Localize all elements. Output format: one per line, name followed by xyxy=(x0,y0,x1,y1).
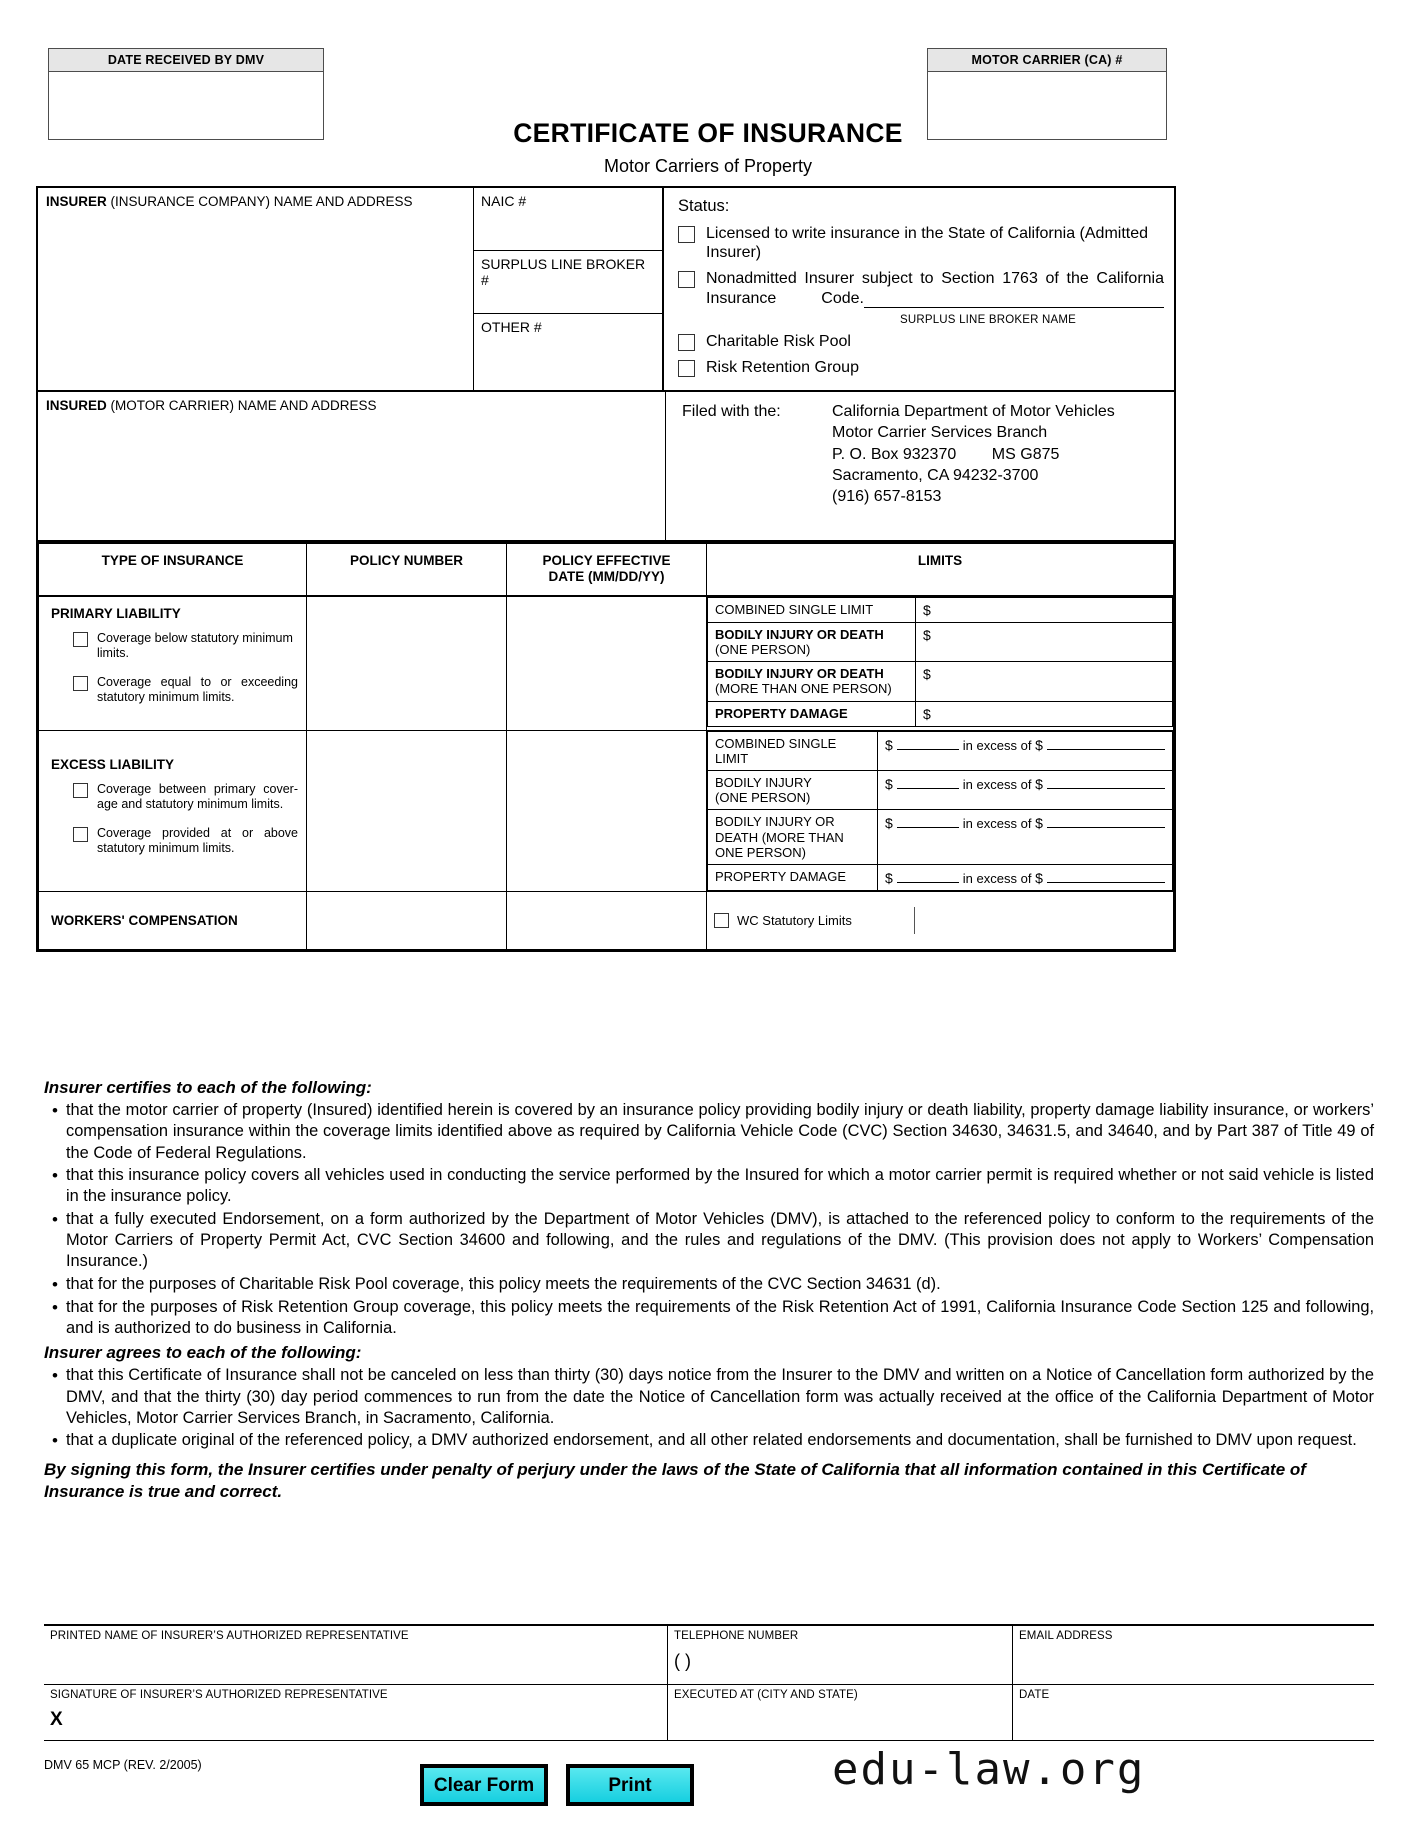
workers-compensation-title: WORKERS' COMPENSATION xyxy=(39,892,307,950)
dollar-sign: $ xyxy=(1035,815,1043,832)
checkbox-icon[interactable] xyxy=(678,334,695,351)
policy-effective-line2: DATE (MM/DD/YY) xyxy=(548,569,665,585)
workers-comp-limits-cell xyxy=(707,892,1174,950)
checkbox-icon[interactable] xyxy=(714,913,729,928)
status-option-charitable-risk-pool[interactable] xyxy=(678,332,1164,351)
filed-with-line: Motor Carrier Services Branch xyxy=(832,424,1048,442)
amount-input[interactable] xyxy=(897,736,959,750)
email-address-field[interactable] xyxy=(1013,1626,1374,1684)
certifies-bullet-text: that this insurance policy covers all vehicles used in conducting the service performed by the Insured for which a motor carrier permit is required whether or not said vehicle is listed in the insurance policy. xyxy=(66,1165,1374,1206)
table-row-excess-liability xyxy=(39,730,1174,892)
limit-label-bold: PROPERTY DAMAGE xyxy=(715,705,848,721)
signature-block xyxy=(44,1624,1374,1741)
policy-effective-line1: POLICY EFFECTIVE xyxy=(542,553,671,569)
limit-value-field[interactable] xyxy=(916,622,1173,661)
telephone-label: TELEPHONE NUMBER xyxy=(674,1630,799,1642)
excess-limit-row-property-damage xyxy=(708,864,1173,890)
excess-liability-title: EXCESS LIABILITY xyxy=(51,756,175,772)
workers-comp-effective-date-field[interactable] xyxy=(507,892,707,950)
surplus-line-broker-name-input[interactable] xyxy=(864,291,1164,308)
insured-name-address-cell[interactable] xyxy=(38,392,666,540)
workers-comp-policy-number-field[interactable] xyxy=(307,892,507,950)
limit-label xyxy=(708,770,878,809)
limit-label-sub: (ONE PERSON) xyxy=(715,642,811,658)
print-button[interactable]: Print xyxy=(566,1764,694,1806)
primary-coverage-equal-exceed-label: Coverage equal to or exceeding statutory minimum limits. xyxy=(97,675,298,705)
column-header-policy-effective-date xyxy=(507,543,707,595)
bullet-icon: • xyxy=(52,1274,58,1294)
surplus-line-broker-number-field[interactable] xyxy=(474,251,662,314)
bullet-icon: • xyxy=(52,1101,58,1120)
insurer-agrees-heading: Insurer agrees to each of the following: xyxy=(44,1343,362,1363)
limit-row-bodily-injury-more-than-one xyxy=(708,662,1173,701)
status-option-licensed[interactable] xyxy=(678,224,1164,262)
certifies-bullet xyxy=(44,1274,1374,1296)
status-option-risk-retention-group[interactable] xyxy=(678,358,1164,377)
excess-limit-row-combined-single-limit xyxy=(708,731,1173,770)
certifies-bullet xyxy=(44,1209,1374,1273)
dollar-sign: $ xyxy=(923,626,931,643)
naic-number-field[interactable] xyxy=(474,188,662,251)
limit-value-field[interactable] xyxy=(878,810,1173,865)
insurer-certifies-heading: Insurer certifies to each of the following: xyxy=(44,1078,372,1097)
bullet-icon: • xyxy=(52,1209,58,1229)
signature-field[interactable] xyxy=(44,1685,668,1740)
excess-coverage-at-or-above-line1: Coverage provided at or above xyxy=(97,826,298,840)
limit-value-field[interactable] xyxy=(916,701,1173,726)
checkbox-icon[interactable] xyxy=(73,827,88,842)
excess-coverage-between-option[interactable] xyxy=(73,782,298,813)
insured-row xyxy=(38,392,1174,542)
checkbox-icon[interactable] xyxy=(73,783,88,798)
in-excess-of-label: in excess of xyxy=(962,776,1032,792)
excess-coverage-at-or-above-option[interactable] xyxy=(73,826,298,857)
insurer-name-label-bold: INSURER xyxy=(46,194,107,209)
dollar-sign: $ xyxy=(1035,736,1043,753)
surplus-line-broker-name-caption: SURPLUS LINE BROKER NAME xyxy=(899,313,1077,326)
insurer-name-label xyxy=(46,194,465,209)
table-row-primary-liability xyxy=(39,596,1174,731)
limit-value-field[interactable] xyxy=(878,731,1173,770)
filed-with-cell xyxy=(666,392,1174,540)
filed-with-line: P. O. Box 932370 MS G875 xyxy=(832,445,1060,463)
excess-coverage-between-line2: age and statutory minimum limits. xyxy=(97,796,284,811)
limit-label-line: (ONE PERSON) xyxy=(715,790,811,806)
status-option-nonadmitted-text: Nonadmitted Insurer subject to Section 1763 of the California Insurance Code. xyxy=(706,270,1164,307)
executed-at-label: EXECUTED AT (CITY AND STATE) xyxy=(674,1689,858,1701)
certification-text-block xyxy=(44,1078,1374,1502)
limit-label-bold: BODILY INJURY OR DEATH xyxy=(715,626,884,642)
dollar-sign: $ xyxy=(885,815,893,832)
checkbox-icon[interactable] xyxy=(678,360,695,377)
signature-x-mark: X xyxy=(50,1709,63,1730)
title-block xyxy=(0,118,1416,177)
dollar-sign: $ xyxy=(923,601,931,618)
column-header-limits: LIMITS xyxy=(707,543,1174,595)
status-option-label: Licensed to write insurance in the State of California (Admitted Insurer) xyxy=(706,225,1149,262)
primary-liability-effective-date-field[interactable] xyxy=(507,596,707,731)
date-field[interactable] xyxy=(1013,1685,1374,1740)
underlying-amount-input[interactable] xyxy=(1047,736,1165,750)
primary-liability-title: PRIMARY LIABILITY xyxy=(51,605,181,621)
primary-coverage-below-minimum-option[interactable] xyxy=(73,631,298,662)
agrees-bullet-text: that this Certificate of Insurance shall not be canceled on less than thirty (30) days notice from the Insurer to the DMV and written on a Notice of Cancellation form authorized by the DMV, and that the thirty (30) day period commences to run from the date the Notice of Cancellation form was actually received at the office of the California Department of Motor Vehicles, Motor Carrier Services Branch, in Sacramento, California. xyxy=(66,1366,1374,1428)
in-excess-of-label: in excess of xyxy=(962,870,1032,886)
dollar-sign: $ xyxy=(923,666,931,683)
date-label: DATE xyxy=(1019,1689,1050,1701)
executed-at-field[interactable] xyxy=(668,1685,1013,1740)
certifies-bullet-text: that for the purposes of Risk Retention Group coverage, this policy meets the requirements of the Risk Retention Act of 1991, California Insurance Code Section 125 and following, and is authorized to do business in California. xyxy=(66,1297,1374,1338)
excess-liability-effective-date-field[interactable] xyxy=(507,730,707,892)
wc-statutory-limits-label: WC Statutory Limits xyxy=(737,913,852,929)
checkbox-icon[interactable] xyxy=(73,632,88,647)
limit-label xyxy=(708,864,878,890)
wc-limits-value-field[interactable] xyxy=(915,907,1173,934)
signature-row-signature xyxy=(44,1685,1374,1741)
limit-label-line: BODILY INJURY OR xyxy=(715,814,835,830)
primary-limits-table xyxy=(707,597,1173,728)
limit-label xyxy=(708,810,878,865)
bullet-icon: • xyxy=(52,1165,58,1185)
limit-row-property-damage xyxy=(708,701,1173,726)
other-label: OTHER # xyxy=(481,319,542,335)
page-title: CERTIFICATE OF INSURANCE xyxy=(513,118,903,148)
limit-label xyxy=(708,662,916,701)
wc-statutory-limits-option[interactable] xyxy=(707,907,915,934)
table-header-row xyxy=(39,543,1174,595)
agrees-bullet xyxy=(44,1430,1374,1452)
checkbox-icon[interactable] xyxy=(678,226,695,243)
filed-with-line: California Department of Motor Vehicles xyxy=(832,403,1115,421)
limit-label-line: PROPERTY DAMAGE xyxy=(715,868,846,884)
motor-carrier-label: MOTOR CARRIER (CA) # xyxy=(928,49,1166,72)
checkbox-icon[interactable] xyxy=(678,271,695,288)
limit-label-sub: (MORE THAN ONE PERSON) xyxy=(715,681,892,697)
filed-with-line: (916) 657-8153 xyxy=(832,488,942,506)
limit-label-line: LIMIT xyxy=(715,750,749,766)
status-option-label: Risk Retention Group xyxy=(706,358,859,376)
dollar-sign: $ xyxy=(923,705,931,722)
table-row-workers-compensation xyxy=(39,892,1174,950)
excess-coverage-at-or-above-label xyxy=(97,826,298,857)
column-header-type-of-insurance: TYPE OF INSURANCE xyxy=(39,543,307,595)
certifies-bullet xyxy=(44,1100,1374,1164)
primary-coverage-below-minimum-label: Coverage below statutory minimum limits. xyxy=(97,630,293,660)
telephone-value: ( ) xyxy=(674,1651,691,1671)
insurance-coverage-table xyxy=(38,542,1174,950)
excess-liability-policy-number-field[interactable] xyxy=(307,730,507,892)
insured-name-label-bold: INSURED xyxy=(46,398,107,414)
surplus-line-broker-label: SURPLUS LINE BROKER # xyxy=(481,256,646,288)
primary-liability-type-cell xyxy=(39,596,307,731)
signature-row-contact xyxy=(44,1626,1374,1685)
limit-label-line: COMBINED SINGLE xyxy=(715,735,837,751)
email-label: EMAIL ADDRESS xyxy=(1019,1630,1113,1642)
limit-label xyxy=(708,701,916,726)
limit-row-combined-single-limit xyxy=(708,597,1173,622)
filed-with-label: Filed with the: xyxy=(682,403,781,421)
amount-input[interactable] xyxy=(897,869,959,883)
status-title: Status: xyxy=(678,197,730,215)
bullet-icon: • xyxy=(52,1297,58,1317)
excess-liability-type-cell xyxy=(39,730,307,892)
filed-with-address xyxy=(832,401,1115,507)
status-option-label: Charitable Risk Pool xyxy=(706,332,851,350)
excess-limit-row-bodily-injury-one-person xyxy=(708,770,1173,809)
naic-label: NAIC # xyxy=(481,193,527,209)
checkbox-icon[interactable] xyxy=(73,676,88,691)
limit-label xyxy=(708,622,916,661)
amount-input[interactable] xyxy=(897,814,959,828)
primary-liability-policy-number-field[interactable] xyxy=(307,596,507,731)
amount-input[interactable] xyxy=(897,775,959,789)
limit-label-line: ONE PERSON) xyxy=(715,844,807,860)
certifies-bullet-text: that for the purposes of Charitable Risk Pool coverage, this policy meets the requirements of the CVC Section 34631 (d). xyxy=(66,1274,941,1293)
excess-coverage-between-line1: Coverage between primary cover- xyxy=(97,781,298,796)
primary-coverage-equal-exceed-option[interactable] xyxy=(73,675,298,706)
limit-value-field[interactable] xyxy=(878,864,1173,890)
clear-form-button[interactable]: Clear Form xyxy=(420,1764,548,1806)
agrees-bullet xyxy=(44,1365,1374,1429)
form-body-frame xyxy=(36,186,1176,952)
bullet-icon: • xyxy=(52,1366,58,1386)
limit-label xyxy=(708,731,878,770)
telephone-number-field[interactable] xyxy=(668,1626,1013,1684)
date-received-label: DATE RECEIVED BY DMV xyxy=(49,49,323,72)
other-number-field[interactable] xyxy=(474,314,662,377)
watermark-text: edu-law.org xyxy=(832,1744,1146,1795)
limit-value-field[interactable] xyxy=(878,770,1173,809)
certifies-bullet-text: that a fully executed Endorsement, on a form authorized by the Department of Motor Vehicles (DMV), is attached to the referenced policy to conform to the requirements of the Motor Carriers of Property Permit Act, CVC Section 34600 and following, and the rules and regulations of the DMV. (This provision does not apply to Workers’ Compensation Insurance.) xyxy=(66,1209,1374,1271)
limit-label: COMBINED SINGLE LIMIT xyxy=(708,597,916,622)
excess-limits-table xyxy=(707,731,1173,892)
dollar-sign: $ xyxy=(885,869,893,886)
insured-name-label-rest: (MOTOR CARRIER) NAME AND ADDRESS xyxy=(106,398,377,414)
certifies-bullet xyxy=(44,1297,1374,1340)
status-option-nonadmitted[interactable] xyxy=(678,269,1164,307)
primary-liability-limits-cell xyxy=(707,596,1174,731)
filed-with-line: Sacramento, CA 94232-3700 xyxy=(832,466,1039,484)
agrees-bullet-text: that a duplicate original of the referenced policy, a DMV authorized endorsement, and all other related endorsements and documentation, shall be furnished to DMV upon request. xyxy=(66,1431,1357,1450)
certifies-bullet-text: that the motor carrier of property (Insured) identified herein is covered by an insurance policy providing bodily injury or death liability, property damage liability insurance, or workers’ compensation insurance within the coverage limits identified above as required by California Vehicle Code (CVC) Section 34630, 34631.5, and 34640, and by Part 387 of Title 49 of the Code of Federal Regulations. xyxy=(66,1101,1374,1162)
dollar-sign: $ xyxy=(885,736,893,753)
excess-liability-limits-cell xyxy=(707,730,1174,892)
insurer-name-label-rest: (INSURANCE COMPANY) NAME AND ADDRESS xyxy=(106,194,413,209)
dollar-sign: $ xyxy=(1035,775,1043,792)
column-header-policy-number: POLICY NUMBER xyxy=(307,543,507,595)
excess-coverage-between-label xyxy=(97,782,298,813)
page-subtitle: Motor Carriers of Property xyxy=(603,156,813,176)
excess-coverage-at-or-above-line2: statutory minimum limits. xyxy=(97,841,235,856)
limit-label-line: BODILY INJURY xyxy=(715,774,812,790)
underlying-amount-input[interactable] xyxy=(1047,814,1165,828)
insured-name-label xyxy=(46,398,657,413)
excess-limit-row-bodily-injury-more-than-one xyxy=(708,810,1173,865)
certifies-bullet xyxy=(44,1165,1374,1208)
in-excess-of-label: in excess of xyxy=(962,816,1032,832)
insurer-name-address-cell[interactable] xyxy=(38,188,474,390)
limit-label-bold: BODILY INJURY OR DEATH xyxy=(715,666,884,682)
insurer-row xyxy=(38,188,1174,392)
signature-label: SIGNATURE OF INSURER’S AUTHORIZED REPRESENTATIVE xyxy=(50,1689,388,1701)
status-option-label xyxy=(706,269,1164,307)
limit-value-field[interactable] xyxy=(916,662,1173,701)
form-number: DMV 65 MCP (REV. 2/2005) xyxy=(44,1758,202,1772)
status-cell xyxy=(664,188,1174,390)
printed-name-field[interactable] xyxy=(44,1626,668,1684)
limit-label-line: DEATH (MORE THAN xyxy=(715,829,844,845)
limit-row-bodily-injury-one-person xyxy=(708,622,1173,661)
in-excess-of-label: in excess of xyxy=(962,737,1032,753)
perjury-statement: By signing this form, the Insurer certifies under penalty of perjury under the laws of the State of California that all information contained in this Certificate of Insurance is true and correct. xyxy=(44,1460,1306,1501)
underlying-amount-input[interactable] xyxy=(1047,869,1165,883)
limit-value-field[interactable] xyxy=(916,597,1173,622)
printed-name-label: PRINTED NAME OF INSURER’S AUTHORIZED REPRESENTATIVE xyxy=(50,1630,409,1642)
bullet-icon: • xyxy=(52,1431,58,1451)
underlying-amount-input[interactable] xyxy=(1047,775,1165,789)
dollar-sign: $ xyxy=(1035,869,1043,886)
insurer-numbers-cell xyxy=(474,188,664,390)
dollar-sign: $ xyxy=(885,775,893,792)
